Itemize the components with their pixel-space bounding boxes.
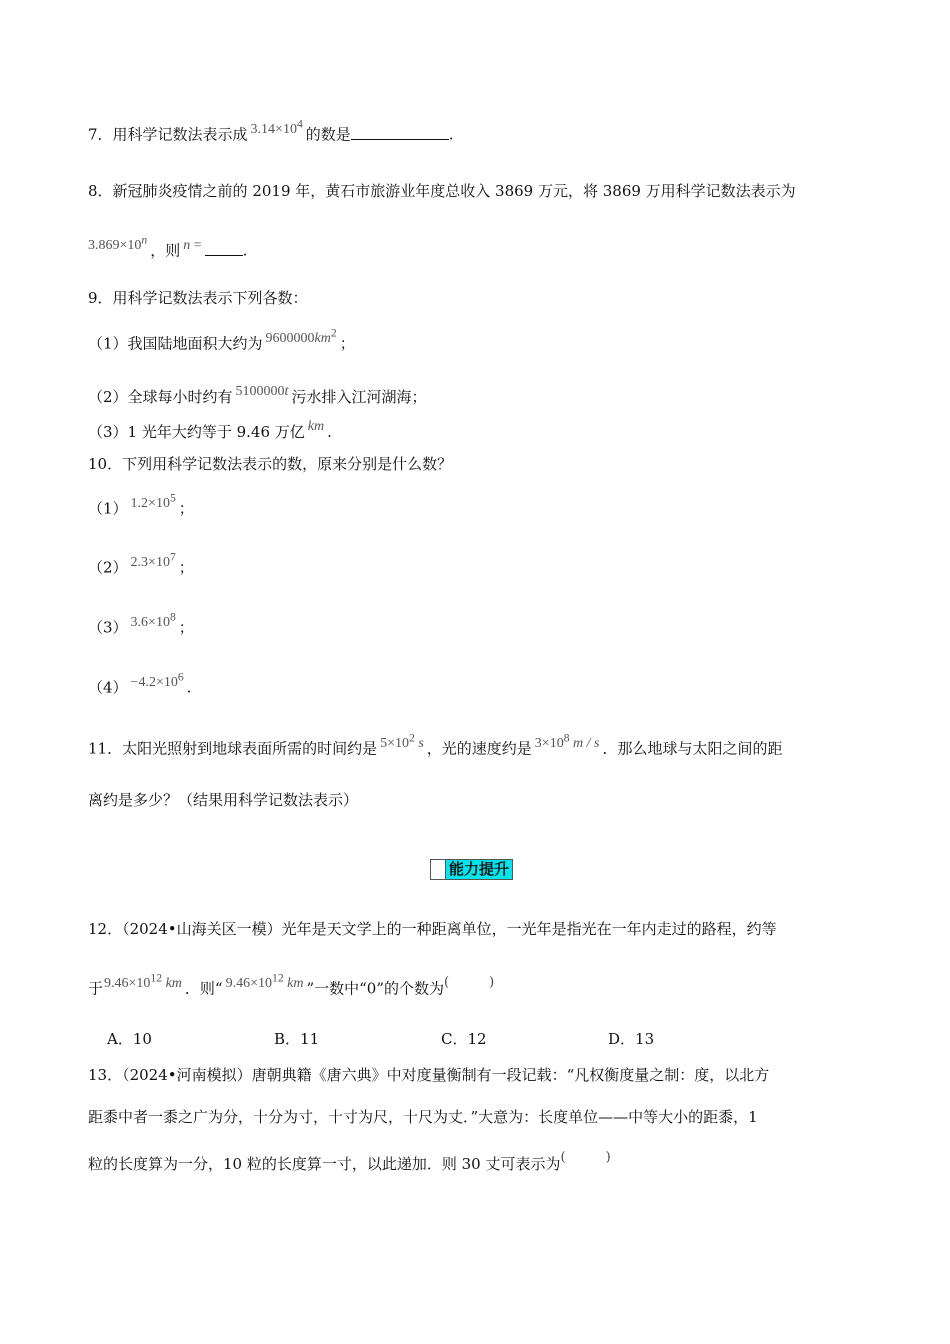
q12-line1: 12．（2024•山海关区一模）光年是天文学上的一种距离单位，一光年是指光在一年内走过的路程，约等 (88, 920, 777, 938)
q10-item-3: （3） $3.6\times 10^8$； (88, 610, 194, 637)
option-a[interactable]: A．10 (107, 1030, 152, 1048)
q10-item-2: （2） $2.3\times 10^7$； (88, 550, 194, 577)
q9-p3-math: km (307, 419, 325, 434)
q8-line2: $3.869\times 10^n$，则 n = . (88, 233, 248, 260)
q13-line2: 距黍中者一黍之广为分，十分为寸，十寸为尺，十尺为丈．”大意为：长度单位——中等大小的距黍，1 (88, 1108, 758, 1126)
q13-answer-paren[interactable]: ( ) (560, 1150, 611, 1165)
q12-line2: 于$9.46\times 10^{12}$ km ．则“ $9.46\times 10^{12}$ km ”一数中“0”的个数为( ) (88, 971, 495, 998)
q7-text: 7．用科学记数法表示成 (88, 125, 248, 144)
q12-math-1: $9.46\times 10^{12}$ km (104, 971, 182, 991)
q7-line: 7．用科学记数法表示成 $3.14\times 10^4$的数是 . (88, 117, 454, 144)
q11-line1: 11．太阳光照射到地球表面所需的时间约是 $5\times 10^2$ s ，光的速度约是 $3\times 10^8$ m / s ．那么地球与太阳之间的距 (88, 731, 783, 758)
q12-options (107, 1028, 775, 1050)
q9-stem: 9．用科学记数法表示下列各数： (88, 289, 308, 307)
option-b[interactable]: B．11 (274, 1030, 320, 1048)
q13-line1: 13．（2024•河南模拟）唐朝典籍《唐六典》中对度量衡制有一段记载：“凡权衡度量之制：度，以北方 (88, 1066, 770, 1084)
q8-math: $3.869\times 10^n$ (88, 233, 148, 253)
q10-stem: 10．下列用科学记数法表示的数，原来分别是什么数？ (88, 455, 453, 473)
q9-part2: （2）全球每小时约有 5100000t 污水排入江河湖海； (88, 384, 427, 406)
q10-item-4: $(4) -4.2\times 10^6$. (88, 670, 192, 697)
q8-var: n = (183, 237, 202, 253)
q8-answer-blank[interactable] (205, 239, 243, 256)
q7-answer-blank[interactable] (351, 123, 449, 140)
q11-line2: 离约是多少？（结果用科学记数法表示） (88, 791, 359, 809)
q7-math: $3.14\times 10^4$ (250, 117, 303, 137)
section-title-ability-improvement: 能力提升 (430, 859, 513, 880)
q7-suffix: 的数是 (305, 125, 351, 144)
q11-speed-math: $3\times 10^8$ m / s (534, 731, 600, 751)
q9-part3: （3）1 光年大约等于 9.46 万亿 km . (88, 419, 332, 441)
section-title-marker (431, 860, 446, 879)
q8-line1: 8．新冠肺炎疫情之前的 2019 年，黄石市旅游业年度总收入 3869 万元，将 3869 万用科学记数法表示为 (88, 182, 796, 200)
q9-p2-math: 5100000t (235, 384, 289, 399)
q10-item-1: （1） $1.2\times 10^5$； (88, 491, 194, 518)
q13-line3: 粒的长度算为一分，10 粒的长度算一寸，以此递加．则 30 丈可表示为( ) (88, 1150, 611, 1173)
q12-answer-paren[interactable]: ( ) (444, 974, 495, 990)
option-d[interactable]: D．13 (608, 1030, 655, 1048)
q12-math-2: $9.46\times 10^{12}$ km (225, 971, 304, 991)
option-c[interactable]: C．12 (441, 1030, 487, 1048)
q9-p1-math: $9600000km^2$ (265, 326, 337, 346)
q9-part1: （1）我国陆地面积大约为 $9600000km^2$； (88, 326, 355, 353)
q11-time-math: $5\times 10^2$ s (380, 731, 424, 751)
